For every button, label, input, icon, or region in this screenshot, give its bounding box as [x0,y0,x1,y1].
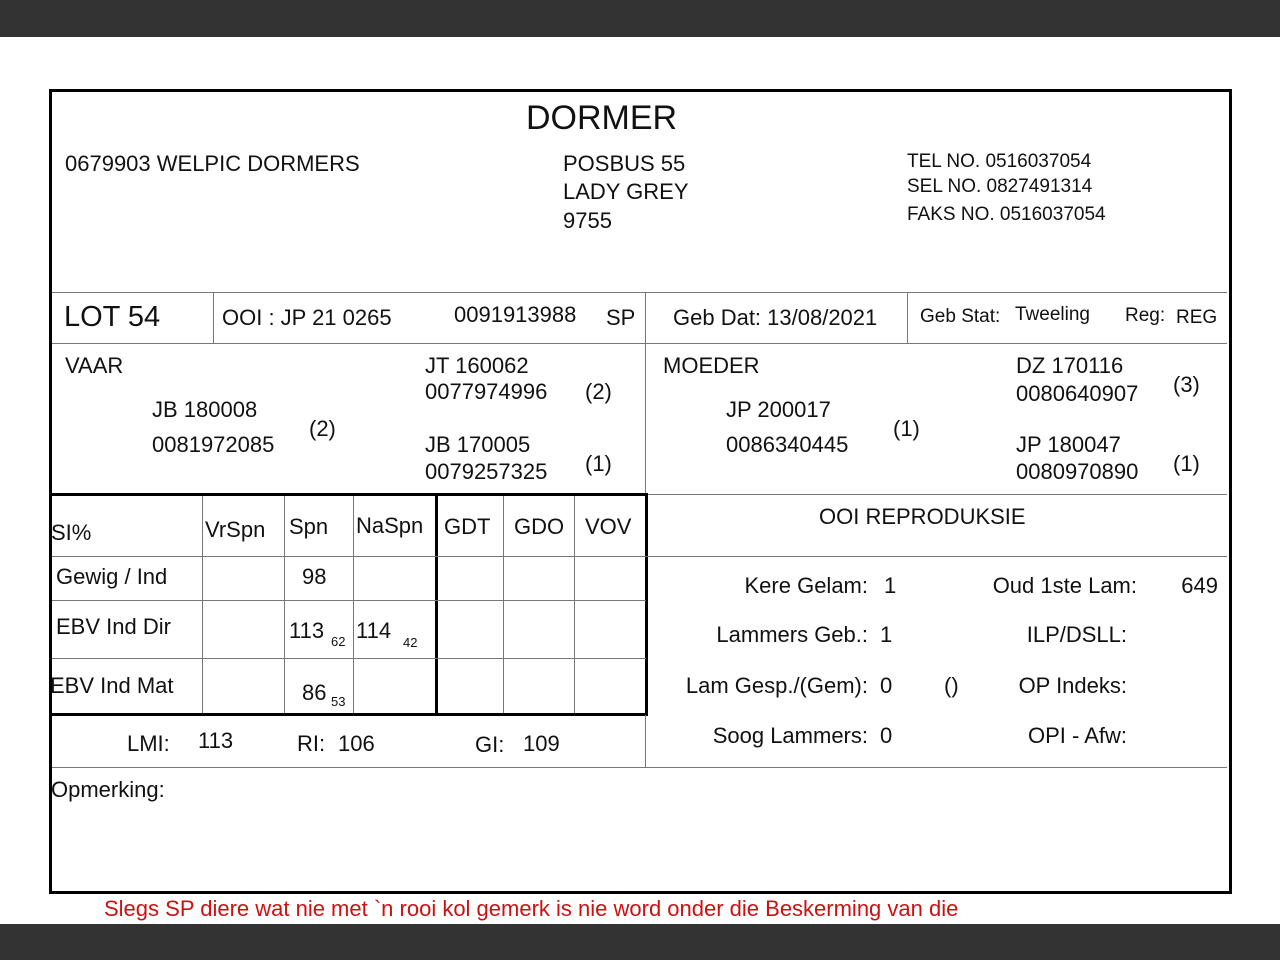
opi-afw-label: OPI - Afw: [1027,723,1127,748]
ewe-id: OOI : JP 21 0265 [222,305,392,330]
address-line-2: LADY GREY [563,179,689,204]
col-header-si: SI% [51,520,92,545]
kere-gelam-value: 1 [884,573,897,598]
sire-grandsire-name: JT 160062 [425,353,529,378]
divider [52,556,1227,557]
gi-value: 109 [523,731,560,756]
dam-granddam-name: JP 180047 [1016,432,1121,457]
divider [907,292,908,343]
row-label-gewig: Gewig / Ind [56,564,168,589]
divider [574,496,575,713]
ebv-dir-spn-accuracy: 62 [331,634,346,649]
cell-number: SEL NO. 0827491314 [907,176,1093,197]
remarks-label: Opmerking: [51,777,165,802]
col-header-gdt: GDT [444,514,491,539]
oud-1ste-lam-label: Oud 1ste Lam: [992,573,1137,598]
col-header-vov: VOV [585,514,632,539]
dam-grandsire-name: DZ 170116 [1016,353,1124,378]
ilp-dsll-label: ILP/DSLL: [1026,622,1127,647]
reproduction-title: OOI REPRODUKSIE [819,504,1026,529]
divider [52,292,1227,293]
dam-grandsire-count: (3) [1173,372,1200,397]
lammers-geb-value: 1 [880,622,893,647]
lmi-value: 113 [198,728,234,753]
si-table-group-divider [435,493,438,716]
birth-status-value: Tweeling [1015,304,1090,325]
divider [645,494,1227,495]
row-label-ebv-dir: EBV Ind Dir [56,614,171,639]
gi-label: GI: [475,732,505,757]
gewig-spn-value: 98 [302,564,327,589]
dam-granddam-number: 0080970890 [1016,459,1139,484]
col-header-vrspn: VrSpn [205,517,266,542]
ebv-mat-spn-value: 86 [302,680,327,705]
dam-number: 0086340445 [726,432,849,457]
sire-granddam-number: 0079257325 [425,459,548,484]
divider [645,292,646,494]
col-header-gdo: GDO [514,514,565,539]
sire-count: (2) [309,416,336,441]
birth-status-label: Geb Stat: [920,306,1001,327]
col-header-spn: Spn [289,514,329,539]
lam-gesp-average: () [944,673,959,698]
si-table-bottom-border [50,713,648,716]
address-line-1: POSBUS 55 [563,151,686,176]
sire-granddam-name: JB 170005 [425,432,531,457]
top-dark-bar [0,0,1280,37]
sire-grandsire-count: (2) [585,379,612,404]
lmi-label: LMI: [127,731,170,756]
soog-lammers-label: Soog Lammers: [712,723,868,748]
divider [284,496,285,713]
registration-label: Reg: [1125,305,1166,326]
birth-date: Geb Dat: 13/08/2021 [673,305,878,330]
breed-title: DORMER [526,99,678,137]
dam-granddam-count: (1) [1173,451,1200,476]
divider [52,343,1227,344]
dam-grandsire-number: 0080640907 [1016,381,1139,406]
ebv-dir-naspn-value: 114 [356,618,392,643]
sire-granddam-count: (1) [585,451,612,476]
divider [213,292,214,343]
op-indeks-label: OP Indeks: [1018,673,1127,698]
si-table-top-border [50,493,648,496]
divider [202,496,203,713]
tel-number: TEL NO. 0516037054 [907,151,1092,172]
soog-lammers-value: 0 [880,723,893,748]
dam-label: MOEDER [663,353,760,378]
sire-grandsire-number: 0077974996 [425,379,548,404]
ebv-dir-naspn-accuracy: 42 [403,635,418,650]
registration-value: REG [1176,307,1218,328]
divider [52,658,646,659]
sire-number: 0081972085 [152,432,275,457]
sire-name: JB 180008 [152,397,258,422]
ri-label: RI: [297,731,326,756]
dam-name: JP 200017 [726,397,831,422]
col-header-naspn: NaSpn [356,513,424,538]
animal-id-number: 0091913988 [454,302,577,327]
divider [503,496,504,713]
animal-status: SP [606,305,636,330]
ri-value: 106 [338,731,375,756]
address-postcode: 9755 [563,208,612,233]
divider [353,496,354,713]
lammers-geb-label: Lammers Geb.: [716,622,868,647]
lam-gesp-value: 0 [880,673,893,698]
divider [52,600,646,601]
lot-number: LOT 54 [64,301,161,333]
lam-gesp-label: Lam Gesp./(Gem): [685,673,868,698]
divider [52,767,1227,768]
fax-number: FAKS NO. 0516037054 [907,204,1106,225]
footer-warning-note: Slegs SP diere wat nie met `n rooi kol gemerk is nie word onder die Beskerming van die [104,896,959,921]
ebv-mat-spn-accuracy: 53 [331,694,346,709]
ebv-dir-spn-value: 113 [289,618,325,643]
breeder-code-name: 0679903 WELPIC DORMERS [65,151,360,176]
oud-1ste-lam-value: 649 [1181,573,1218,598]
sire-label: VAAR [65,353,124,378]
kere-gelam-label: Kere Gelam: [744,573,868,598]
dam-count: (1) [893,416,920,441]
row-label-ebv-mat: EBV Ind Mat [50,673,174,698]
bottom-dark-bar [0,924,1280,960]
